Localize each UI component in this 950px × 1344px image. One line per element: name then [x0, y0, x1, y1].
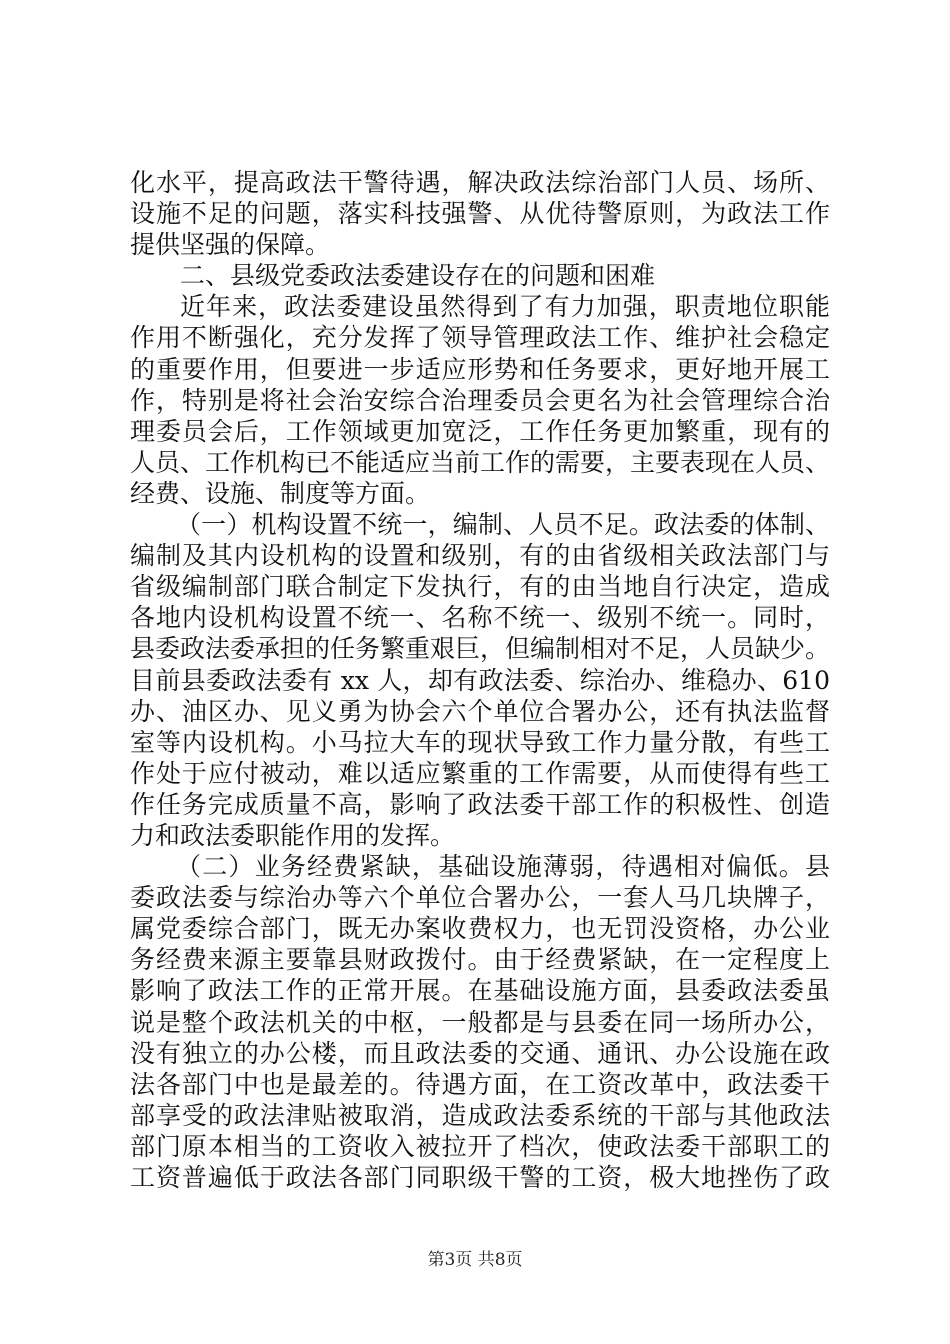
text-line: （二）业务经费紧缺，基础设施薄弱，待遇相对偏低。县	[176, 852, 830, 882]
text-line: 理委员会后，工作领域更加宽泛，工作任务更加繁重，现有的	[130, 416, 830, 446]
text-line: 法各部门中也是最差的。待遇方面，在工资改革中，政法委干	[130, 1069, 830, 1099]
text-line: 设施不足的问题，落实科技强警、从优待警原则，为政法工作	[130, 199, 830, 229]
text-line: 务经费来源主要靠县财政拨付。由于经费紧缺，在一定程度上	[130, 945, 830, 975]
text-line: 县委政法委承担的任务繁重艰巨，但编制相对不足，人员缺少。	[130, 634, 830, 664]
text-line: 部门原本相当的工资收入被拉开了档次，使政法委干部职工的	[130, 1131, 830, 1161]
text-line: 作，特别是将社会治安综合治理委员会更名为社会管理综合治	[130, 385, 830, 415]
text-line: 说是整个政法机关的中枢，一般都是与县委在同一场所办公，	[130, 1007, 830, 1037]
text-line: 室等内设机构。小马拉大车的现状导致工作力量分散，有些工	[130, 727, 830, 757]
text-line: 近年来，政法委建设虽然得到了有力加强，职责地位职能	[180, 292, 830, 322]
text-line: 力和政法委职能作用的发挥。	[130, 820, 456, 850]
text-line: 二、县级党委政法委建设存在的问题和困难	[180, 261, 656, 291]
text-line: 部享受的政法津贴被取消，造成政法委系统的干部与其他政法	[130, 1100, 830, 1130]
text-line: 各地内设机构设置不统一、名称不统一、级别不统一。同时，	[130, 603, 830, 633]
text-line: 作用不断强化，充分发挥了领导管理政法工作、维护社会稳定	[130, 323, 830, 353]
text-line: 化水平，提高政法干警待遇，解决政法综治部门人员、场所、	[130, 168, 830, 197]
text-line: 没有独立的办公楼，而且政法委的交通、通讯、办公设施在政	[130, 1038, 830, 1068]
text-line: 影响了政法工作的正常开展。在基础设施方面，县委政法委虽	[130, 976, 830, 1006]
text-line: 委政法委与综治办等六个单位合署办公，一套人马几块牌子，	[130, 883, 830, 913]
text-line: （一）机构设置不统一，编制、人员不足。政法委的体制、	[176, 510, 830, 540]
document-body	[130, 167, 830, 1193]
text-line: 的重要作用，但要进一步适应形势和任务要求，更好地开展工	[130, 354, 830, 384]
text-line: 办、油区办、见义勇为协会六个单位合署办公，还有执法监督	[130, 696, 830, 726]
text-line: 省级编制部门联合制定下发执行，有的由当地自行决定，造成	[130, 572, 830, 602]
text-line: 属党委综合部门，既无办案收费权力，也无罚没资格，办公业	[130, 914, 830, 944]
text-line: 经费、设施、制度等方面。	[130, 478, 431, 508]
text-line: 编制及其内设机构的设置和级别，有的由省级相关政法部门与	[130, 541, 830, 571]
text-line: 目前县委政法委有 xx 人，却有政法委、综治办、维稳办、610	[130, 665, 830, 695]
text-line: 工资普遍低于政法各部门同职级干警的工资，极大地挫伤了政	[130, 1163, 830, 1192]
text-line: 提供坚强的保障。	[130, 230, 331, 260]
text-line: 作处于应付被动，难以适应繁重的工作需要，从而使得有些工	[130, 758, 830, 788]
page-number-footer: 第3页 共8页	[427, 1250, 523, 1270]
text-line: 作任务完成质量不高，影响了政法委干部工作的积极性、创造	[130, 789, 830, 819]
text-line: 人员、工作机构已不能适应当前工作的需要，主要表现在人员、	[130, 447, 830, 477]
